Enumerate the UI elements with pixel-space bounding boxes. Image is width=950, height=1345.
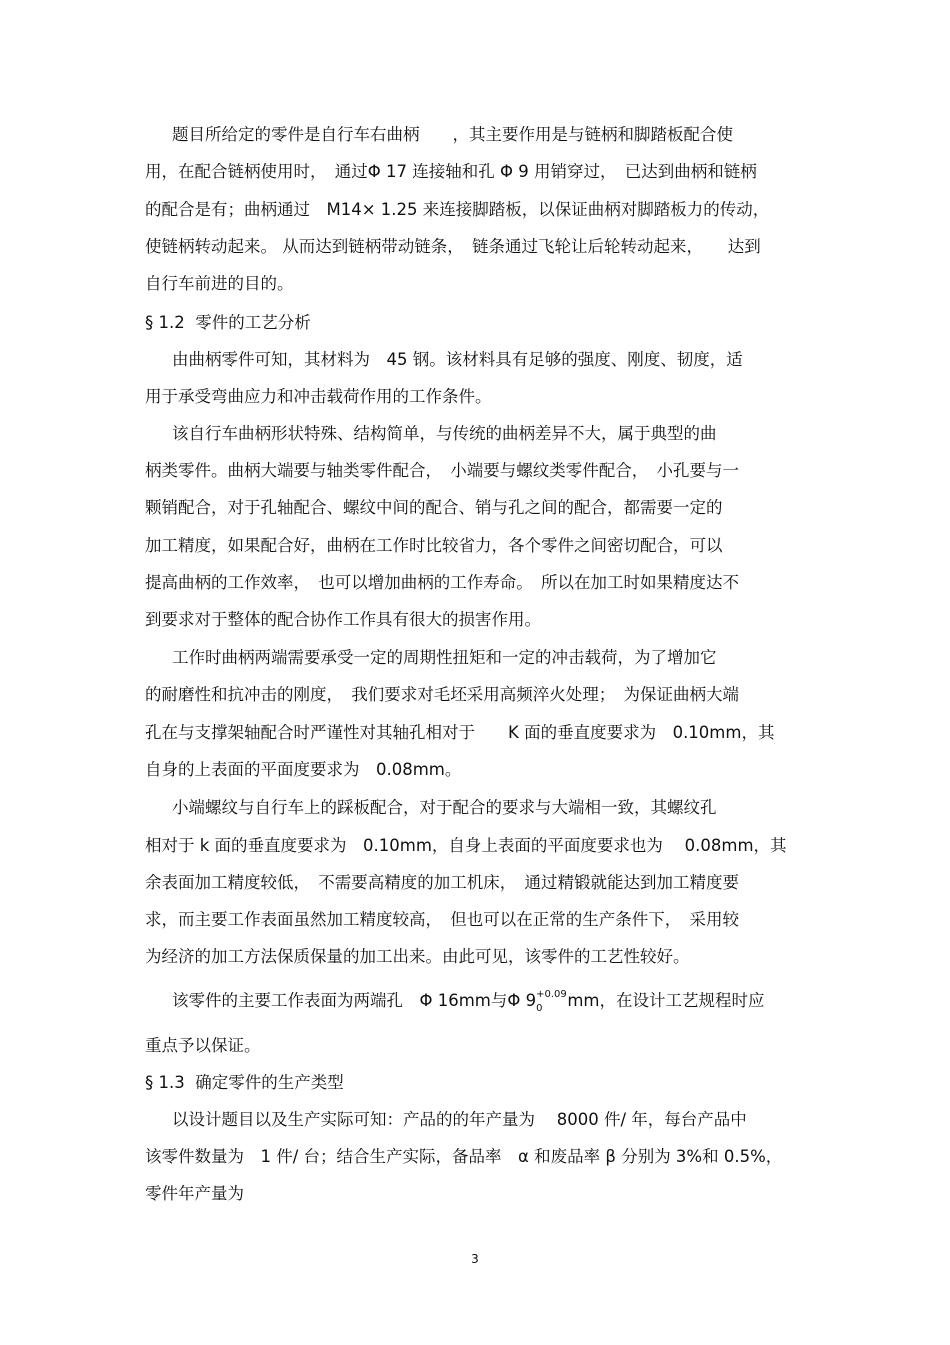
- tolerance-stack: [536, 989, 567, 1014]
- paragraph-6-line-1: [172, 990, 765, 1012]
- paragraph-4-line-2: 的耐磨性和抗冲击的刚度， 我们要求对毛坯采用高频淬火处理； 为保证曲柄大端: [145, 685, 739, 704]
- paragraph-6-after: mm，在设计工艺规程时应: [562, 991, 765, 1010]
- page-number: 3: [471, 1252, 479, 1266]
- section-heading-1-2: § 1.2 零件的工艺分析: [145, 313, 311, 332]
- tolerance-upper: +0.09: [536, 989, 567, 1000]
- paragraph-2-line-1: 由曲柄零件可知，其材料为 45 钢。该材料具有足够的强度、刚度、韧度，适: [172, 350, 743, 369]
- paragraph-6-before: 该零件的主要工作表面为两端孔 Φ 16mm与Φ 9: [172, 991, 537, 1010]
- paragraph-5-line-1: 小端螺纹与自行车上的踩板配合，对于配合的要求与大端相一致，其螺纹孔: [172, 798, 717, 817]
- paragraph-3-line-1: 该自行车曲柄形状特殊、结构简单，与传统的曲柄差异不大，属于典型的曲: [172, 424, 717, 443]
- paragraph-1-line-1: 题目所给定的零件是自行车右曲柄 ，其主要作用是与链柄和脚踏板配合使: [172, 125, 733, 144]
- paragraph-3-line-3: 颗销配合，对于孔轴配合、螺纹中间的配合、销与孔之间的配合，都需要一定的: [145, 498, 723, 517]
- tolerance-lower: 0: [536, 1003, 543, 1014]
- paragraph-4-line-4: 自身的上表面的平面度要求为 0.08mm。: [145, 760, 462, 779]
- section-heading-1-3: § 1.3 确定零件的生产类型: [145, 1073, 344, 1092]
- paragraph-7-line-2: 该零件数量为 1 件/ 台；结合生产实际，备品率 α 和废品率 β 分别为 3%和 0.5%，: [145, 1147, 783, 1166]
- paragraph-5-line-2: 相对于 k 面的垂直度要求为 0.10mm，自身上表面的平面度要求也为 0.08mm，其: [145, 836, 787, 855]
- paragraph-7-line-1: 以设计题目以及生产实际可知：产品的的年产量为 8000 件/ 年，每台产品中: [172, 1110, 747, 1129]
- paragraph-3-line-5: 提高曲柄的工作效率， 也可以增加曲柄的工作寿命。 所以在加工时如果精度达不: [145, 573, 739, 592]
- paragraph-4-line-1: 工作时曲柄两端需要承受一定的周期性扭矩和一定的冲击载荷，为了增加它: [172, 648, 717, 667]
- paragraph-2-line-2: 用于承受弯曲应力和冲击载荷作用的工作条件。: [145, 387, 492, 406]
- paragraph-1-line-5: 自行车前进的目的。: [145, 274, 294, 293]
- paragraph-3-line-6: 到要求对于整体的配合协作工作具有很大的损害作用。: [145, 610, 541, 629]
- paragraph-3-line-4: 加工精度，如果配合好，曲柄在工作时比较省力，各个零件之间密切配合，可以: [145, 536, 723, 555]
- paragraph-7-line-3: 零件年产量为: [145, 1184, 244, 1203]
- paragraph-1-line-2: 用，在配合链柄使用时， 通过Φ 17 连接轴和孔 Φ 9 用销穿过， 已达到曲柄和链柄: [145, 162, 757, 181]
- paragraph-1-line-3: 的配合是有；曲柄通过 M14× 1.25 来连接脚踏板，以保证曲柄对脚踏板力的传动，: [145, 200, 770, 219]
- paragraph-5-line-4: 求，而主要工作表面虽然加工精度较高， 但也可以在正常的生产条件下， 采用较: [145, 910, 739, 929]
- paragraph-4-line-3: 孔在与支撑架轴配合时严谨性对其轴孔相对于 K 面的垂直度要求为 0.10mm，其: [145, 723, 775, 742]
- paragraph-1-line-4: 使链柄转动起来。 从而达到链柄带动链条， 链条通过飞轮让后轮转动起来， 达到: [145, 237, 761, 256]
- paragraph-6-line-2: 重点予以保证。: [145, 1036, 261, 1055]
- paragraph-5-line-5: 为经济的加工方法保质保量的加工出来。由此可见，该零件的工艺性较好。: [145, 947, 690, 966]
- paragraph-5-line-3: 余表面加工精度较低， 不需要高精度的加工机床， 通过精锻就能达到加工精度要: [145, 873, 739, 892]
- paragraph-3-line-2: 柄类零件。曲柄大端要与轴类零件配合， 小端要与螺纹类零件配合， 小孔要与一: [145, 461, 739, 480]
